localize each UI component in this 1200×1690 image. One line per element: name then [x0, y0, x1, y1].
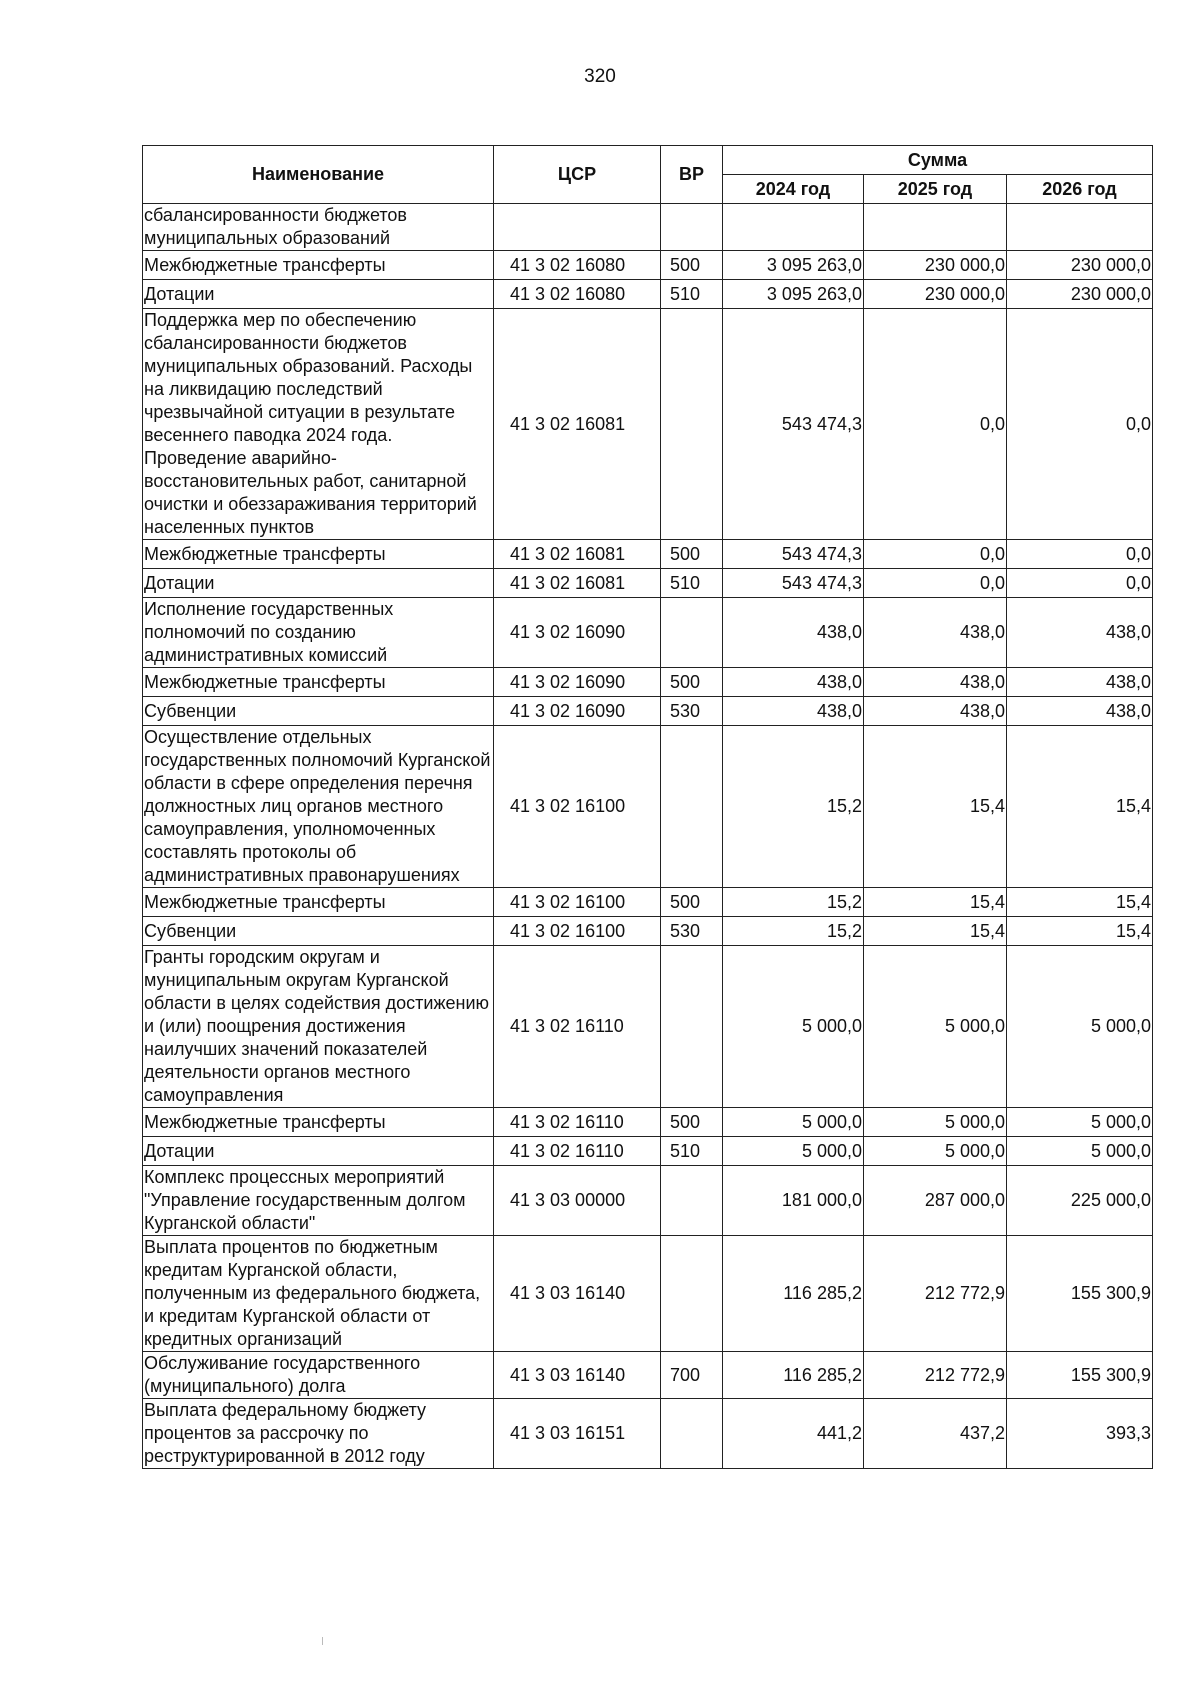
cell-name: Гранты городским округам и муниципальным округам Курганской области в целях содействия достижению и (или) поощрения достижения наилучших значений показателей деятельности органов местного самоуправления: [143, 946, 494, 1108]
cell-2026: 393,3: [1007, 1399, 1153, 1469]
cell-2026: 230 000,0: [1007, 251, 1153, 280]
cell-2026: 5 000,0: [1007, 1137, 1153, 1166]
cell-2024: 15,2: [723, 917, 864, 946]
cell-2026: 15,4: [1007, 726, 1153, 888]
cell-vr: 530: [661, 697, 723, 726]
cell-2026: 230 000,0: [1007, 280, 1153, 309]
cell-2024: 15,2: [723, 726, 864, 888]
table-row: [143, 540, 1153, 569]
cell-vr: [661, 204, 723, 251]
cell-csr: 41 3 02 16100: [494, 917, 661, 946]
cell-2025: 212 772,9: [864, 1352, 1007, 1399]
cell-2024: 3 095 263,0: [723, 251, 864, 280]
cell-csr: [494, 204, 661, 251]
table-row: [143, 280, 1153, 309]
cell-2026: 15,4: [1007, 888, 1153, 917]
cell-2026: 225 000,0: [1007, 1166, 1153, 1236]
cell-vr: 500: [661, 1108, 723, 1137]
cell-2024: 438,0: [723, 697, 864, 726]
cell-vr: [661, 1166, 723, 1236]
table-row: [143, 726, 1153, 888]
cell-name: Осуществление отдельных государственных полномочий Курганской области в сфере определения перечня должностных лиц органов местного самоуправления, уполномоченных составлять протоколы об административных правонарушениях: [143, 726, 494, 888]
cell-vr: 500: [661, 668, 723, 697]
table-row: [143, 569, 1153, 598]
cell-2026: 438,0: [1007, 598, 1153, 668]
table-row: [143, 668, 1153, 697]
cell-name: Дотации: [143, 280, 494, 309]
table-row: [143, 888, 1153, 917]
cell-name: Межбюджетные трансферты: [143, 540, 494, 569]
table-row: [143, 204, 1153, 251]
cell-csr: 41 3 03 00000: [494, 1166, 661, 1236]
cell-2025: 15,4: [864, 917, 1007, 946]
cell-name: Обслуживание государственного (муниципального) долга: [143, 1352, 494, 1399]
header-year-2026: 2026 год: [1007, 175, 1153, 204]
table-row: [143, 946, 1153, 1108]
cell-vr: 530: [661, 917, 723, 946]
cell-vr: [661, 726, 723, 888]
cell-2026: 155 300,9: [1007, 1352, 1153, 1399]
cell-vr: [661, 309, 723, 540]
cell-name: Выплата процентов по бюджетным кредитам Курганской области, полученным из федерального бюджета, и кредитам Курганской области от кредитных организаций: [143, 1236, 494, 1352]
cell-csr: 41 3 02 16080: [494, 280, 661, 309]
cell-2025: 230 000,0: [864, 280, 1007, 309]
cell-2025: 438,0: [864, 598, 1007, 668]
cell-name: Выплата федеральному бюджету процентов за рассрочку по реструктурированной в 2012 году: [143, 1399, 494, 1469]
cell-name: Субвенции: [143, 697, 494, 726]
cell-vr: [661, 598, 723, 668]
cell-csr: 41 3 02 16090: [494, 598, 661, 668]
cell-2026: 0,0: [1007, 540, 1153, 569]
header-sum: Сумма: [723, 146, 1153, 175]
cell-csr: 41 3 02 16080: [494, 251, 661, 280]
cell-2026: 155 300,9: [1007, 1236, 1153, 1352]
table-row: [143, 1399, 1153, 1469]
cell-2024: 116 285,2: [723, 1236, 864, 1352]
cell-2024: 5 000,0: [723, 1137, 864, 1166]
cell-2024: 15,2: [723, 888, 864, 917]
cell-name: Исполнение государственных полномочий по созданию административных комиссий: [143, 598, 494, 668]
table-row: [143, 1166, 1153, 1236]
cell-name: Комплекс процессных мероприятий "Управление государственным долгом Курганской области": [143, 1166, 494, 1236]
budget-table: [142, 145, 1153, 1469]
cell-csr: 41 3 02 16081: [494, 309, 661, 540]
cell-2026: 15,4: [1007, 917, 1153, 946]
table-row: [143, 697, 1153, 726]
header-name: Наименование: [143, 146, 494, 204]
cell-2025: 5 000,0: [864, 946, 1007, 1108]
table-row: [143, 1108, 1153, 1137]
cell-csr: 41 3 02 16090: [494, 668, 661, 697]
table-body: [143, 204, 1153, 1469]
cell-2026: [1007, 204, 1153, 251]
cell-2024: 543 474,3: [723, 309, 864, 540]
cell-csr: 41 3 03 16140: [494, 1352, 661, 1399]
cell-2026: 0,0: [1007, 569, 1153, 598]
page-number: 320: [584, 66, 616, 87]
cell-2026: 5 000,0: [1007, 946, 1153, 1108]
cell-2024: 543 474,3: [723, 569, 864, 598]
cell-name: Субвенции: [143, 917, 494, 946]
cell-2025: 287 000,0: [864, 1166, 1007, 1236]
cell-name: Межбюджетные трансферты: [143, 668, 494, 697]
cell-csr: 41 3 03 16140: [494, 1236, 661, 1352]
scan-mark: [322, 1637, 323, 1645]
cell-2024: 5 000,0: [723, 1108, 864, 1137]
cell-name: Дотации: [143, 1137, 494, 1166]
cell-2025: 15,4: [864, 726, 1007, 888]
cell-2025: 438,0: [864, 668, 1007, 697]
cell-2025: 212 772,9: [864, 1236, 1007, 1352]
cell-vr: 700: [661, 1352, 723, 1399]
cell-vr: 500: [661, 251, 723, 280]
table-row: [143, 1352, 1153, 1399]
cell-2024: 441,2: [723, 1399, 864, 1469]
cell-vr: 510: [661, 1137, 723, 1166]
cell-name: Межбюджетные трансферты: [143, 251, 494, 280]
cell-2024: 181 000,0: [723, 1166, 864, 1236]
cell-2024: [723, 204, 864, 251]
table-row: [143, 251, 1153, 280]
header-year-2025: 2025 год: [864, 175, 1007, 204]
cell-2025: 15,4: [864, 888, 1007, 917]
cell-csr: 41 3 02 16110: [494, 1108, 661, 1137]
cell-csr: 41 3 02 16100: [494, 726, 661, 888]
table-row: [143, 1236, 1153, 1352]
cell-vr: [661, 946, 723, 1108]
cell-vr: [661, 1236, 723, 1352]
cell-name: Межбюджетные трансферты: [143, 1108, 494, 1137]
cell-2025: 0,0: [864, 569, 1007, 598]
cell-2024: 116 285,2: [723, 1352, 864, 1399]
table-row: [143, 309, 1153, 540]
cell-csr: 41 3 03 16151: [494, 1399, 661, 1469]
cell-2024: 5 000,0: [723, 946, 864, 1108]
cell-vr: 510: [661, 569, 723, 598]
cell-2024: 3 095 263,0: [723, 280, 864, 309]
cell-name: Поддержка мер по обеспечению сбалансированности бюджетов муниципальных образований. Расходы на ликвидацию последствий чрезвычайной ситуации в результате весеннего паводка 2024 года. Проведение аварийно-восстановительных работ, санитарной очистки и обеззараживания территорий населенных пунктов: [143, 309, 494, 540]
cell-2025: 0,0: [864, 309, 1007, 540]
cell-name: Межбюджетные трансферты: [143, 888, 494, 917]
cell-2025: 438,0: [864, 697, 1007, 726]
table-row: [143, 1137, 1153, 1166]
table-row: [143, 598, 1153, 668]
cell-csr: 41 3 02 16110: [494, 1137, 661, 1166]
header-vr: ВР: [661, 146, 723, 204]
cell-vr: [661, 1399, 723, 1469]
cell-2025: [864, 204, 1007, 251]
cell-vr: 500: [661, 540, 723, 569]
cell-2026: 0,0: [1007, 309, 1153, 540]
cell-2024: 438,0: [723, 598, 864, 668]
cell-csr: 41 3 02 16110: [494, 946, 661, 1108]
cell-2024: 438,0: [723, 668, 864, 697]
cell-csr: 41 3 02 16081: [494, 540, 661, 569]
header-csr: ЦСР: [494, 146, 661, 204]
cell-2026: 438,0: [1007, 668, 1153, 697]
table-header: [143, 146, 1153, 204]
cell-2025: 5 000,0: [864, 1137, 1007, 1166]
cell-vr: 500: [661, 888, 723, 917]
cell-csr: 41 3 02 16100: [494, 888, 661, 917]
cell-2025: 437,2: [864, 1399, 1007, 1469]
cell-2025: 0,0: [864, 540, 1007, 569]
header-year-2024: 2024 год: [723, 175, 864, 204]
cell-name: сбалансированности бюджетов муниципальных образований: [143, 204, 494, 251]
cell-2026: 5 000,0: [1007, 1108, 1153, 1137]
cell-2025: 5 000,0: [864, 1108, 1007, 1137]
cell-csr: 41 3 02 16090: [494, 697, 661, 726]
table-row: [143, 917, 1153, 946]
cell-2026: 438,0: [1007, 697, 1153, 726]
cell-2024: 543 474,3: [723, 540, 864, 569]
cell-2025: 230 000,0: [864, 251, 1007, 280]
cell-vr: 510: [661, 280, 723, 309]
cell-name: Дотации: [143, 569, 494, 598]
cell-csr: 41 3 02 16081: [494, 569, 661, 598]
